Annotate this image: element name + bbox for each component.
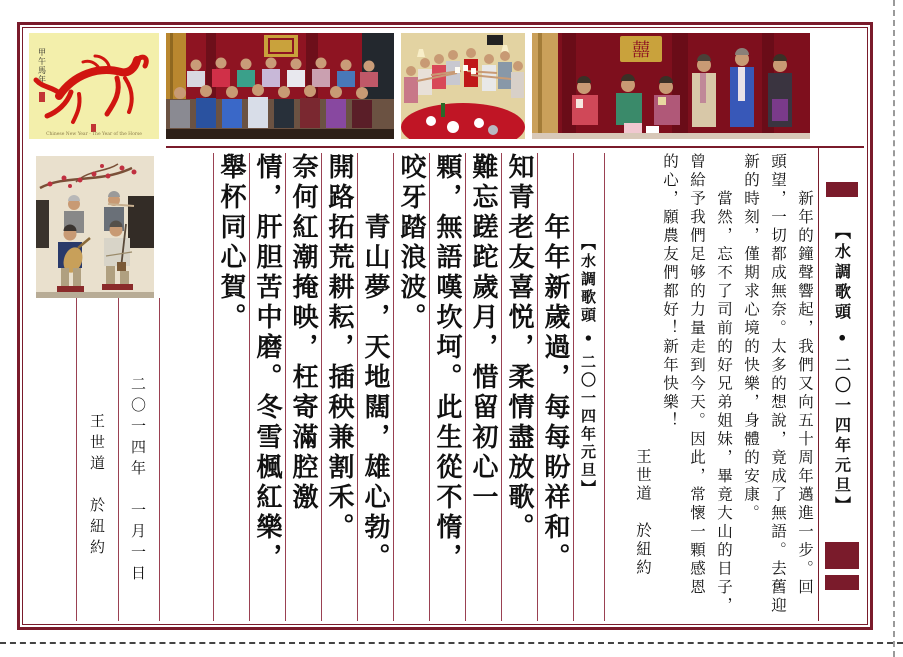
empty-column: [36, 298, 76, 621]
photo-red-wall-group-svg: [532, 33, 810, 139]
prose-column: 的心，願農友們都好！新年快樂！: [661, 153, 679, 431]
caption-seal-icon: [91, 124, 96, 132]
title-sidebar: [818, 148, 864, 621]
seal-icon: [39, 92, 45, 102]
photo-banquet-toast: [401, 33, 525, 139]
dark-furniture-left: [36, 200, 49, 248]
decorative-bar: [826, 182, 858, 197]
prose-column: 曾給予我們足够的力量走到今天。因此，常懷一顆感恩: [688, 153, 706, 597]
print-margin-dashed-bottom: [0, 642, 903, 644]
prose-column: 新年的鐘聲響起，我們又向五十周年邁進一步。回: [796, 153, 814, 597]
bottle: [441, 103, 445, 117]
poem-column: 年年新歲過，每每盼祥和。: [537, 153, 573, 621]
poem-column: 奈何紅潮掩映，枉寄滿腔激: [285, 153, 321, 621]
card-frame: [17, 22, 873, 630]
card-content: [23, 28, 867, 624]
red-chair: [57, 286, 84, 292]
decorative-bar: [825, 542, 859, 569]
photo-musicians-svg: [36, 156, 154, 298]
horse-calligraphy-svg: [29, 33, 159, 139]
poem-column: 開路拓荒耕耘，插秧兼割禾。: [321, 153, 357, 621]
poem-column: 咬牙踏浪波。: [393, 153, 429, 621]
year-label: 甲午馬年: [37, 48, 47, 84]
main-text-columns: [166, 148, 818, 621]
photo-musicians: [36, 156, 154, 298]
colophon-signature: 王世道 於紐約: [76, 298, 118, 621]
horse-caption: Chinese New Year · The Year of the Horse: [46, 132, 142, 137]
double-happiness-glyph: 囍: [632, 40, 650, 61]
poem-column: 難忘蹉跎歲月，惜留初心一: [465, 153, 501, 621]
teapot: [488, 125, 498, 135]
prose-column: 新的時刻，僅期求心境的快樂，身體的安康。: [742, 153, 760, 523]
photo-red-wall-group: [532, 33, 810, 139]
picture-row: [26, 31, 864, 143]
sidebar-title: 【水調歌頭 • 二〇一四年元旦】: [832, 223, 852, 517]
colophon-date: 二〇一四年 一月一日: [118, 298, 160, 621]
left-panel: [26, 148, 166, 621]
standing-women: [692, 48, 792, 127]
poem-column: 青山夢，天地闊，雄心勃。: [357, 153, 393, 621]
poem-column: 知青老友喜悦，柔情盡放歌。: [501, 153, 537, 621]
seated-women: [572, 74, 680, 125]
prose-column: 頭望，一切都成無奈。太多的想說，竟成了無語。去舊迎: [769, 153, 787, 616]
photo-group-stage: [166, 33, 394, 139]
dark-furniture-right: [128, 196, 154, 248]
prose-signature: 王世道 於紐約: [634, 448, 652, 578]
print-margin-dashed-right: [893, 0, 895, 657]
poem-column: 情，肝胆苦中磨。冬雪楓紅樂，: [249, 153, 285, 621]
body-row: [26, 148, 864, 621]
photo-group-stage-svg: [166, 33, 394, 139]
colophon-columns: [36, 298, 162, 621]
poem-column: 顆，無語嘆坎坷。此生從不惰，: [429, 153, 465, 621]
poem-column: 舉杯同心賀。: [213, 153, 249, 621]
prose-column: 當然，忘不了司前的好兄弟姐妹，畢竟大山的日子，: [715, 153, 733, 616]
photo-banquet-toast-svg: [401, 33, 525, 139]
poem-title-column: 【水調歌頭 • 二〇一四年元旦】: [573, 153, 605, 621]
card-inner-frame: [22, 27, 868, 625]
spacer-column: [605, 153, 629, 621]
decorative-bar: [825, 575, 859, 590]
horse-calligraphy-art: [29, 33, 159, 139]
filler-column: [166, 153, 213, 621]
speaker: [487, 35, 503, 45]
